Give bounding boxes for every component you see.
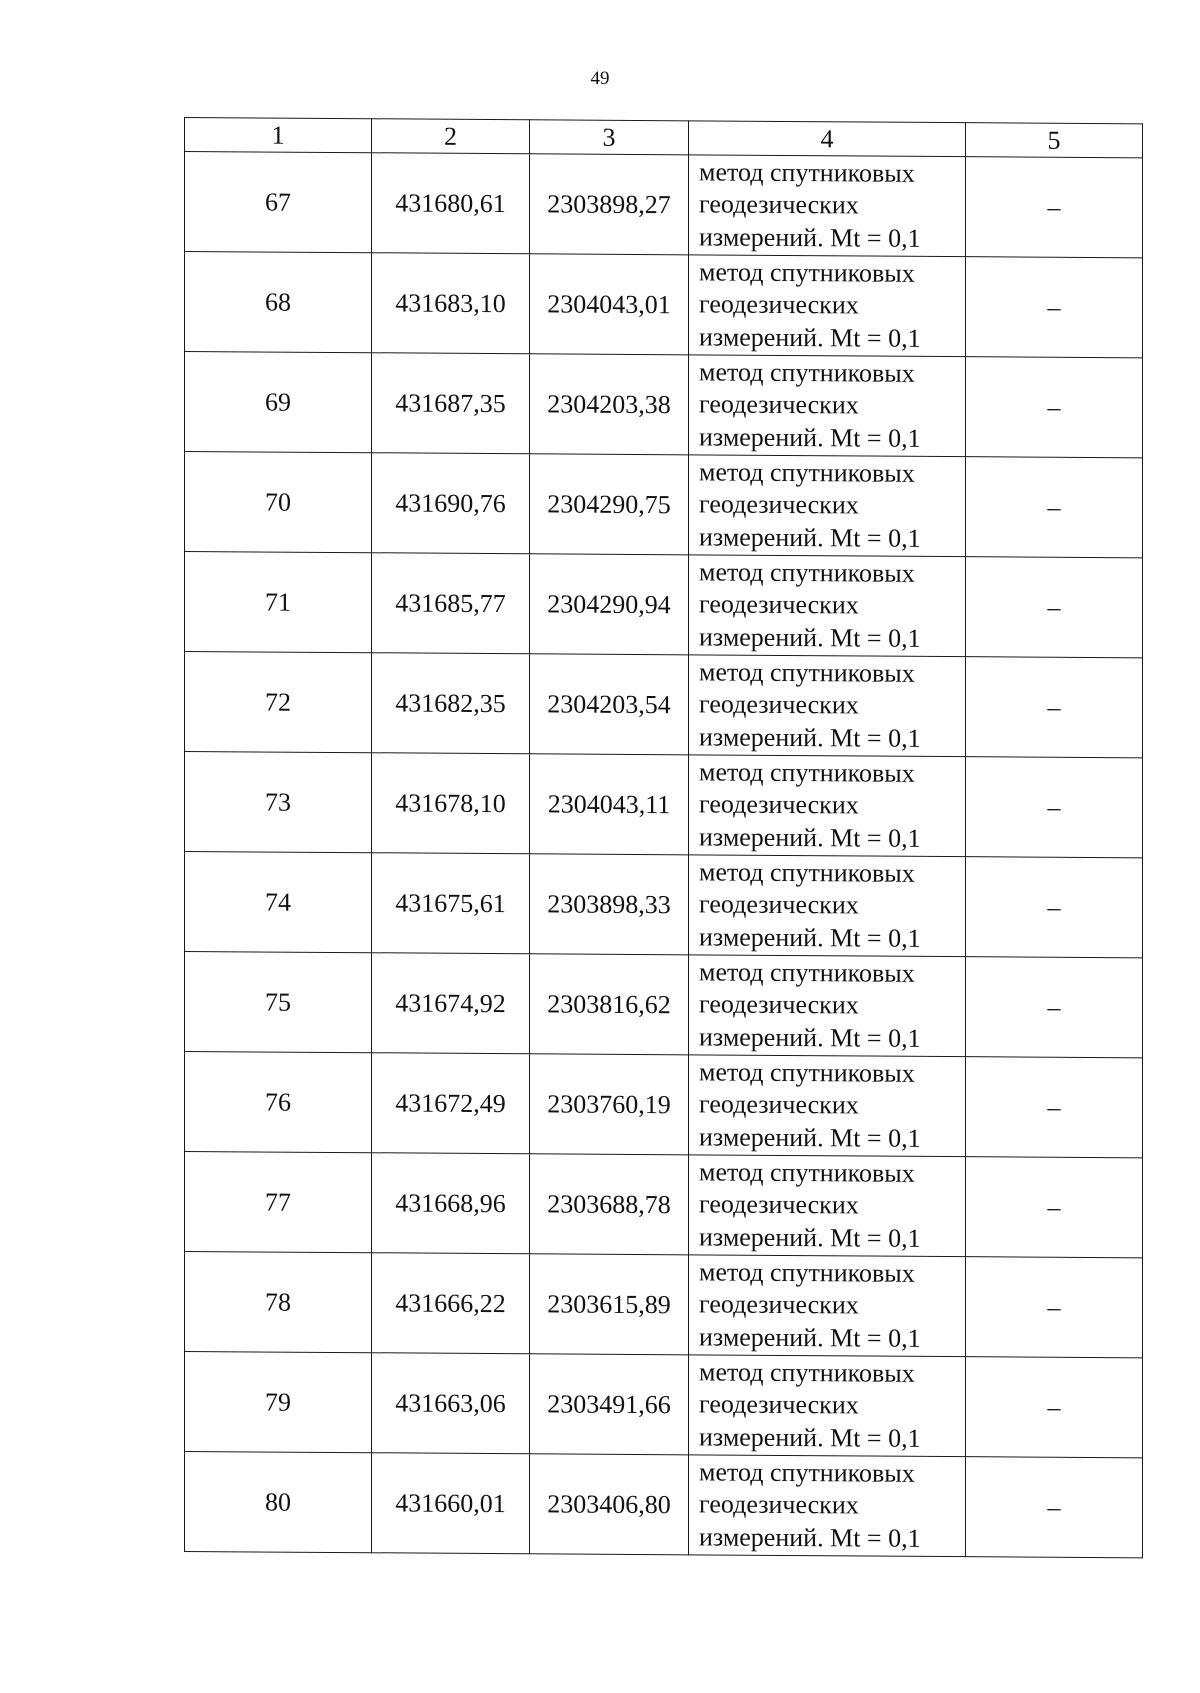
method-text-line: метод спутниковых <box>699 1057 915 1088</box>
method-text-line: измерений. Mt = 0,1 <box>699 522 921 553</box>
note-cell: – <box>966 1157 1143 1258</box>
point-number-cell: 68 <box>185 252 372 353</box>
note-cell: – <box>966 357 1143 458</box>
method-text-line: измерений. Mt = 0,1 <box>699 1522 921 1553</box>
method-text-line: измерений. Mt = 0,1 <box>699 622 921 653</box>
method-text-line: геодезических <box>699 1489 859 1520</box>
method-cell <box>689 555 966 657</box>
method-text-line: измерений. Mt = 0,1 <box>699 922 921 953</box>
coordinate-y-cell: 2304043,11 <box>530 754 689 855</box>
note-cell: – <box>966 757 1143 858</box>
method-text-line: геодезических <box>699 989 859 1020</box>
note-cell: – <box>966 457 1143 558</box>
note-cell: – <box>966 657 1143 758</box>
point-number-cell: 74 <box>185 852 372 953</box>
coordinate-x-cell: 431682,35 <box>372 653 530 754</box>
coordinate-y-cell: 2304043,01 <box>530 254 689 355</box>
method-cell <box>689 855 966 957</box>
method-cell <box>689 1255 966 1357</box>
method-text-line: геодезических <box>699 789 859 820</box>
note-cell: – <box>966 1057 1143 1158</box>
method-cell <box>689 455 966 557</box>
method-text-line: метод спутниковых <box>699 1357 915 1388</box>
coordinate-x-cell: 431680,61 <box>372 153 530 254</box>
column-header-4: 4 <box>689 121 966 157</box>
coordinates-table-container <box>184 117 1142 1558</box>
method-text-line: геодезических <box>699 1389 859 1420</box>
coordinate-y-cell: 2304290,75 <box>530 454 689 555</box>
table-row <box>185 652 1143 758</box>
column-header-5: 5 <box>966 123 1143 158</box>
coordinate-y-cell: 2303898,33 <box>530 854 689 955</box>
method-text-line: метод спутниковых <box>699 357 915 388</box>
point-number-cell: 76 <box>185 1052 372 1153</box>
table-row <box>185 452 1143 558</box>
table-row <box>185 152 1143 258</box>
method-text-line: геодезических <box>699 1189 859 1220</box>
method-cell <box>689 1455 966 1557</box>
method-text-line: метод спутниковых <box>699 857 915 888</box>
column-header-2: 2 <box>372 119 530 154</box>
coordinate-x-cell: 431660,01 <box>372 1453 530 1554</box>
method-cell <box>689 355 966 457</box>
coordinate-y-cell: 2303491,66 <box>530 1354 689 1455</box>
method-text-line: геодезических <box>699 189 859 220</box>
table-row <box>185 852 1143 958</box>
note-cell: – <box>966 257 1143 358</box>
point-number-cell: 79 <box>185 1352 372 1453</box>
note-cell: – <box>966 857 1143 958</box>
table-row <box>185 1452 1143 1558</box>
method-text-line: метод спутниковых <box>699 657 915 688</box>
method-text-line: геодезических <box>699 1089 859 1120</box>
point-number-cell: 71 <box>185 552 372 653</box>
table-row <box>185 552 1143 658</box>
coordinate-y-cell: 2303816,62 <box>530 954 689 1055</box>
method-cell <box>689 255 966 357</box>
point-number-cell: 77 <box>185 1152 372 1253</box>
method-cell <box>689 1055 966 1157</box>
method-text-line: геодезических <box>699 289 859 320</box>
table-row <box>185 1152 1143 1258</box>
table-row <box>185 1352 1143 1458</box>
table-row <box>185 1252 1143 1358</box>
method-cell <box>689 655 966 757</box>
coordinate-x-cell: 431672,49 <box>372 1053 530 1154</box>
coordinate-x-cell: 431683,10 <box>372 253 530 354</box>
coordinate-y-cell: 2303898,27 <box>530 154 689 255</box>
point-number-cell: 67 <box>185 152 372 253</box>
method-text-line: измерений. Mt = 0,1 <box>699 822 921 853</box>
method-cell <box>689 755 966 857</box>
table-row <box>185 1052 1143 1158</box>
coordinate-y-cell: 2304203,54 <box>530 654 689 755</box>
note-cell: – <box>966 957 1143 1058</box>
method-text-line: метод спутниковых <box>699 457 915 488</box>
method-text-line: геодезических <box>699 589 859 620</box>
method-text-line: измерений. Mt = 0,1 <box>699 1122 921 1153</box>
table-row <box>185 952 1143 1058</box>
method-text-line: геодезических <box>699 389 859 420</box>
coordinate-x-cell: 431674,92 <box>372 953 530 1054</box>
table-body <box>185 152 1143 1558</box>
method-text-line: измерений. Mt = 0,1 <box>699 1022 921 1053</box>
point-number-cell: 72 <box>185 652 372 753</box>
note-cell: – <box>966 1457 1143 1558</box>
coordinate-x-cell: 431690,76 <box>372 453 530 554</box>
column-header-1: 1 <box>185 118 372 153</box>
method-text-line: измерений. Mt = 0,1 <box>699 1222 921 1253</box>
method-text-line: метод спутниковых <box>699 1157 915 1188</box>
note-cell: – <box>966 1357 1143 1458</box>
page-number: 49 <box>590 68 610 89</box>
coordinate-y-cell: 2304203,38 <box>530 354 689 455</box>
point-number-cell: 69 <box>185 352 372 453</box>
point-number-cell: 78 <box>185 1252 372 1353</box>
method-text-line: измерений. Mt = 0,1 <box>699 222 921 253</box>
coordinate-x-cell: 431685,77 <box>372 553 530 654</box>
method-text-line: измерений. Mt = 0,1 <box>699 322 921 353</box>
method-text-line: измерений. Mt = 0,1 <box>699 722 921 753</box>
method-text-line: метод спутниковых <box>699 1457 915 1488</box>
method-text-line: измерений. Mt = 0,1 <box>699 1322 921 1353</box>
coordinate-y-cell: 2304290,94 <box>530 554 689 655</box>
method-cell <box>689 1355 966 1457</box>
method-text-line: метод спутниковых <box>699 557 915 588</box>
point-number-cell: 80 <box>185 1452 372 1553</box>
coordinate-x-cell: 431687,35 <box>372 353 530 454</box>
method-text-line: измерений. Mt = 0,1 <box>699 1422 921 1453</box>
coordinate-x-cell: 431666,22 <box>372 1253 530 1354</box>
coordinate-x-cell: 431675,61 <box>372 853 530 954</box>
note-cell: – <box>966 1257 1143 1358</box>
point-number-cell: 75 <box>185 952 372 1053</box>
coordinate-y-cell: 2303406,80 <box>530 1454 689 1555</box>
table-row <box>185 352 1143 458</box>
method-text-line: метод спутниковых <box>699 757 915 788</box>
method-text-line: метод спутниковых <box>699 957 915 988</box>
coordinate-x-cell: 431668,96 <box>372 1153 530 1254</box>
method-cell <box>689 955 966 1057</box>
table-row <box>185 252 1143 358</box>
method-text-line: метод спутниковых <box>699 157 915 188</box>
table-row <box>185 752 1143 858</box>
method-text-line: геодезических <box>699 889 859 920</box>
note-cell: – <box>966 557 1143 658</box>
method-text-line: геодезических <box>699 1289 859 1320</box>
coordinate-y-cell: 2303688,78 <box>530 1154 689 1255</box>
coordinate-y-cell: 2303760,19 <box>530 1054 689 1155</box>
method-cell <box>689 155 966 257</box>
method-text-line: геодезических <box>699 689 859 720</box>
coordinates-table <box>184 117 1143 1558</box>
coordinate-y-cell: 2303615,89 <box>530 1254 689 1355</box>
point-number-cell: 73 <box>185 752 372 853</box>
method-text-line: измерений. Mt = 0,1 <box>699 422 921 453</box>
coordinate-x-cell: 431663,06 <box>372 1353 530 1454</box>
point-number-cell: 70 <box>185 452 372 553</box>
coordinate-x-cell: 431678,10 <box>372 753 530 854</box>
method-cell <box>689 1155 966 1257</box>
method-text-line: геодезических <box>699 489 859 520</box>
note-cell: – <box>966 157 1143 258</box>
method-text-line: метод спутниковых <box>699 1257 915 1288</box>
column-header-3: 3 <box>530 120 689 155</box>
method-text-line: метод спутниковых <box>699 257 915 288</box>
